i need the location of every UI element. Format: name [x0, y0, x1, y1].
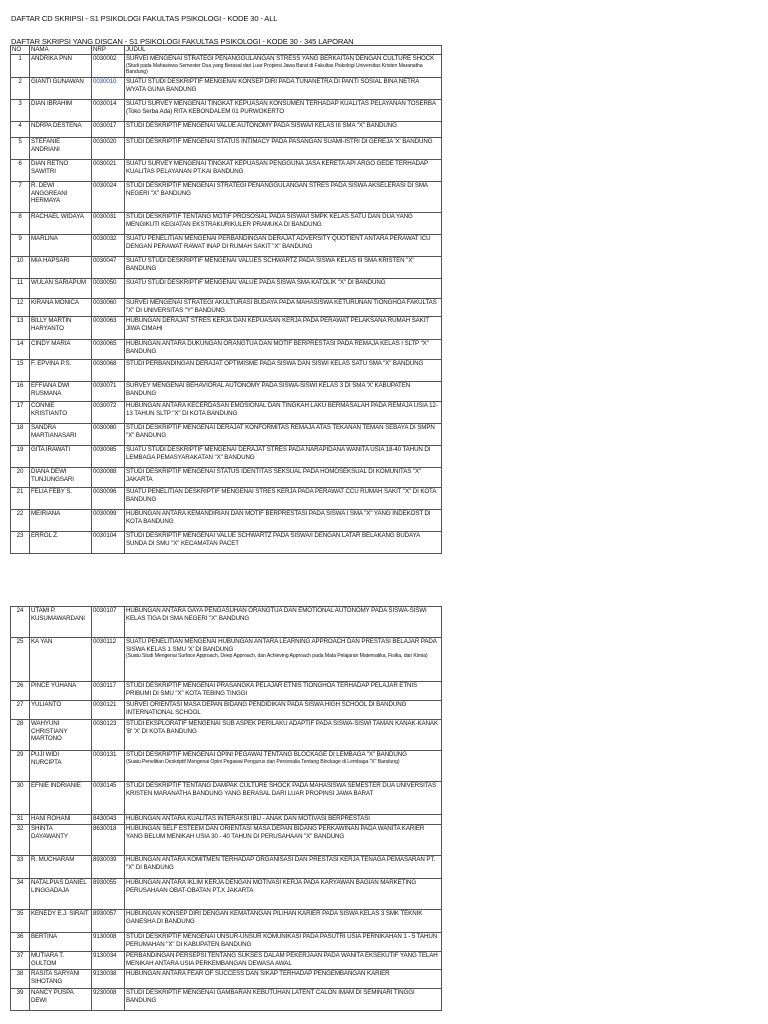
row-no: 5: [11, 138, 30, 160]
row-judul: STUDI DESKRIPTIF MENGENAI VALUE AUTONOMY PADA SISWA/I KELAS III SMA "X" BANDUNG: [125, 122, 442, 138]
row-nama: HANI ROHANI: [30, 815, 92, 825]
row-judul: STUDI DESKRIPTIF MENGENAI DERAJAT KONFORMITAS REMAJA ATAS TEKANAN TEMAN SEBAYA DI SMPN "X" BANDUNG: [125, 424, 442, 446]
table-row: [11, 952, 442, 970]
row-nama: FELIA FEBY S.: [30, 488, 92, 510]
row-nrp: 0030020: [92, 138, 125, 160]
table-row: [11, 100, 442, 122]
row-judul: HUBUNGAN ANTARA IKLIM KERJA DENGAN MOTIVASI KERJA PADA KARYAWAN BAGIAN MARKETING PERUSAHAAN OBAT-OBATAN PT.X JAKARTA: [125, 879, 442, 910]
table-row: [11, 160, 442, 182]
table-row: [11, 402, 442, 424]
header-judul: JUDUL: [125, 46, 442, 55]
title-text: SURVEI MENGENAI STRATEGI PENANGGULANGAN STRESS YANG BERKAITAN DENGAN CULTURE SHOCK: [126, 55, 435, 62]
row-nrp: 0030112: [92, 638, 125, 682]
row-no: 29: [11, 751, 30, 782]
thesis-table-page-2: [10, 606, 442, 1011]
row-judul: SUATU SURVEY MENGENAI TINGKAT KEPUASAN KONSUMEN TERHADAP KUALITAS PELAYANAN TOSERBA (Toko Serba Ada) RITA KEBONDALEM 01 PURWOKERTO: [125, 100, 442, 122]
row-no: 6: [11, 160, 30, 182]
row-nrp: 9130038: [92, 970, 125, 989]
row-nrp: 0030145: [92, 782, 125, 815]
row-judul: SURVEI MENGENAI STRATEGI AKULTURASI BUDAYA PADA MAHASISWA KETURUNAN TIONGHOA FAKULTAS "X" DI UNIVERSITAS "Y" BANDUNG: [125, 299, 442, 317]
row-judul: STUDI DESKRIPTIF MENGENAI VALUE SCHWARTZ PADA SISWA/I DENGAN LATAR BELAKANG BUDAYA SUNDA DI SMU "X" KECAMATAN PACET: [125, 532, 442, 554]
row-no: 20: [11, 468, 30, 488]
row-nama: MIA HAPSARI: [30, 257, 92, 279]
table-row: [11, 825, 442, 856]
row-nrp: 0030096: [92, 488, 125, 510]
row-no: 2: [11, 78, 30, 100]
table-row: [11, 213, 442, 235]
row-no: 7: [11, 182, 30, 213]
row-nama: R. DEWI ANGGREANI HERMAYA: [30, 182, 92, 213]
row-judul: SUATU STUDI DESKRIPTIF MENGENAI VALUES SCHWARTZ PADA SISWA KELAS III SMA KRISTEN "X" BANDUNG: [125, 257, 442, 279]
row-nama: CINDY MARIA: [30, 340, 92, 360]
row-no: 3: [11, 100, 30, 122]
row-judul: HUBUNGAN DERAJAT STRES KERJA DAN KEPUASAN KERJA PADA PERAWAT PELAKSANA RUMAH SAKIT JIWA CIMAHI: [125, 317, 442, 340]
thesis-table-page-1: [10, 45, 442, 554]
row-nrp: 0030047: [92, 257, 125, 279]
row-nrp: 0030088: [92, 468, 125, 488]
row-nrp-link[interactable]: 0030010: [92, 78, 125, 100]
row-no: 14: [11, 340, 30, 360]
row-nrp: 8930039: [92, 856, 125, 879]
row-nama: MUTIARA T. GULTOM: [30, 952, 92, 970]
row-judul: SUATU STUDI DESKRIPTIF MENGENAI VALUE PADA SISWA SMA KATOLIK "X" DI BANDUNG: [125, 279, 442, 299]
row-no: 25: [11, 638, 30, 682]
row-judul: PERBANDINGAN PERSEPSI TENTANG SUKSES DALAM PEKERJAAN PADA WANITA EKSEKUTIF YANG TELAH MENIKAH ANTARA USIA PERKEMBANGAN DEWASA AWAL: [125, 952, 442, 970]
row-no: 13: [11, 317, 30, 340]
row-nrp: 0030032: [92, 235, 125, 257]
row-nrp: 0030065: [92, 340, 125, 360]
table-row: [11, 933, 442, 952]
row-nrp: 0030024: [92, 182, 125, 213]
row-nrp: 0030071: [92, 382, 125, 402]
table-row: [11, 510, 442, 532]
row-nrp: 0030085: [92, 446, 125, 468]
table-row: [11, 682, 442, 701]
table-row: [11, 879, 442, 910]
row-nama: GITA IRAWATI: [30, 446, 92, 468]
row-judul: SUATU STUDI DESKRIPTIF MENGENAI KONSEP DIRI PADA TUNANETRA DI PANTI SOSIAL BINA NETRA WYATA GUNA BANDUNG: [125, 78, 442, 100]
row-judul: HUBUNGAN SELF ESTEEM DAN ORIENTASI MASA DEPAN BIDANG PERKAWINAN PADA WANITA KARIER YANG BELUM MENIKAH USIA 30 - 40 TAHUN DI PERUSAHAAN "X" BANDUNG: [125, 825, 442, 856]
row-nrp: 0030080: [92, 424, 125, 446]
table-row: [11, 122, 442, 138]
row-no: 31: [11, 815, 30, 825]
row-nama: YULIANTO: [30, 701, 92, 720]
row-nama: SHINTA DAYAWANTY: [30, 825, 92, 856]
row-nrp: 0030063: [92, 317, 125, 340]
row-no: 35: [11, 910, 30, 933]
table-row: [11, 257, 442, 279]
row-nama: KA YAN: [30, 638, 92, 682]
row-judul: STUDI DESKRIPTIF TENTANG DAMPAK CULTURE SHOCK PADA MAHASISWA SEMESTER DUA UNIVERSITAS KRISTEN MARANATHA BANDUNG YANG BERASAL DARI LUAR PROPINSI JAWA BARAT: [125, 782, 442, 815]
row-nrp: 0030121: [92, 701, 125, 720]
row-judul: SUATU SURVEY MENGENAI TINGKAT KEPUASAN PENGGUNA JASA KERETA API ARGO GEDE TERHADAP KUALITAS PELAYANAN PT.KAI BANDUNG: [125, 160, 442, 182]
row-no: 21: [11, 488, 30, 510]
row-judul: SURVEY MENGENAI BEHAVIORAL AUTONOMY PADA SISWA-SISWI KELAS 3 DI SMA 'X' KABUPATEN BANDUNG: [125, 382, 442, 402]
row-judul: STUDI DESKRIPTIF TENTANG MOTIF PROSOSIAL PADA SISWA/I SMPK KELAS SATU DAN DUA YANG MENGIKUTI KEGIATAN EKSTRAKURIKULER PRAMUKA DI BANDUNG: [125, 213, 442, 235]
row-judul: STUDI DESKRIPTIF MENGENAI GAMBARAN KEBUTUHAN LATENT CALON IMAM DI SEMINARI TINGGI BANDUNG: [125, 989, 442, 1011]
row-no: 38: [11, 970, 30, 989]
row-judul: HUBUNGAN ANTARA GAYA PENGASUHAN ORANGTUA DAN EMOTIONAL AUTONOMY PADA SISWA-SISWI KELAS TIGA DI SMA NEGERI "X" BANDUNG: [125, 607, 442, 638]
row-judul: [125, 751, 442, 782]
row-no: 16: [11, 382, 30, 402]
row-no: 9: [11, 235, 30, 257]
row-no: 34: [11, 879, 30, 910]
row-judul: [125, 638, 442, 682]
row-no: 4: [11, 122, 30, 138]
row-judul: HUBUNGAN ANTARA KECERDASAN EMOSIONAL DAN TINGKAH LAKU BERMASALAH PADA REMAJA USIA 12-13 TAHUN SLTP "X" DI KOTA BANDUNG: [125, 402, 442, 424]
row-no: 11: [11, 279, 30, 299]
row-judul: HUBUNGAN ANTARA KEMANDIRIAN DAN MOTIF BERPRESTASI PADA SISWA I SMA "X" YANG INDEKOST DI KOTA BANDUNG: [125, 510, 442, 532]
row-nama: STEFANIE ANDRIANI: [30, 138, 92, 160]
title-note: (Studi pada Mahasiswa Semester Dua yang Berasal dari Luar Propinsi Jawa Barat di Fakultas Psikologi Universitas Kristen Maranatha Bandung): [126, 62, 423, 75]
table-row: [11, 815, 442, 825]
row-nama: EFFIANA DWI RUSMANA: [30, 382, 92, 402]
row-no: 39: [11, 989, 30, 1011]
row-nrp: 0030131: [92, 751, 125, 782]
row-judul: STUDI DESKRIPTIF MENGENAI STATUS IDENTITAS SEKSUAL PADA HOMOSEKSUAL DI KOMUNITAS "X" JAKARTA: [125, 468, 442, 488]
table-row: [11, 360, 442, 382]
title-note: (Suatu Penelitian Deskriptif Mengenai Opini Pegawai Pengurus dan Personalia Tentang Blockage di Lembaga "X" Bandung): [126, 758, 400, 765]
document-title: DAFTAR CD SKRIPSI - S1 PSIKOLOGI FAKULTAS PSIKOLOGI - KODE 30 - ALL: [11, 14, 278, 23]
row-judul: STUDI DESKRIPTIF MENGENAI STATUS INTIMACY PADA PASANGAN SUAMI-ISTRI DI GEREJA 'X' BANDUNG: [125, 138, 442, 160]
table-row: [11, 910, 442, 933]
row-judul: SUATU STUDI DESKRIPTIF MENGENAI DERAJAT STRES PADA NARAPIDANA WANITA USIA 18-40 TAHUN DI LEMBAGA PEMASYARAKATAN "X" BANDUNG: [125, 446, 442, 468]
row-nrp: 8930055: [92, 879, 125, 910]
row-nrp: 0030123: [92, 720, 125, 751]
row-no: 24: [11, 607, 30, 638]
table-row: [11, 279, 442, 299]
row-no: 32: [11, 825, 30, 856]
row-nama: KIRANA MONICA: [30, 299, 92, 317]
row-nama: DIAN RETNO SAWITRI: [30, 160, 92, 182]
row-nrp: 0030104: [92, 532, 125, 554]
table-row: [11, 701, 442, 720]
table-row: [11, 638, 442, 682]
row-judul: HUBUNGAN ANTARA FEAR OF SUCCESS DAN SIKAP TERHADAP PENGEMBANGAN KARIER: [125, 970, 442, 989]
row-judul: HUBUNGAN ANTARA KUALITAS INTERAKSI IBU - ANAK DAN MOTIVASI BERPRESTASI: [125, 815, 442, 825]
row-nama: F. EPVINA P.S.: [30, 360, 92, 382]
table-row: [11, 970, 442, 989]
row-no: 37: [11, 952, 30, 970]
row-nama: GIANTI GUNAWAN: [30, 78, 92, 100]
row-nrp: 0030050: [92, 279, 125, 299]
row-nama: MEIRIANA: [30, 510, 92, 532]
table-row: [11, 468, 442, 488]
row-no: 36: [11, 933, 30, 952]
row-judul: HUBUNGAN ANTARA DUKUNGAN ORANGTUA DAN MOTIF BERPRESTASI PADA REMAJA KELAS I SLTP "X" BANDUNG: [125, 340, 442, 360]
row-nama: SANDRA MARTIANASARI: [30, 424, 92, 446]
row-nama: WULAN SARIAPUM: [30, 279, 92, 299]
row-nama: NDRPA DESTENA: [30, 122, 92, 138]
table-row: [11, 424, 442, 446]
table-row: [11, 299, 442, 317]
row-nama: UTAMI P. KUSUMAWARDANI: [30, 607, 92, 638]
table-row: [11, 446, 442, 468]
row-nrp: 0030017: [92, 122, 125, 138]
row-nama: ERROL Z.: [30, 532, 92, 554]
table-row: [11, 488, 442, 510]
header-no: NO: [11, 46, 30, 55]
row-nama: WAHYUNI CHRISTIANY MARTONO: [30, 720, 92, 751]
row-judul: STUDI DESKRIPTIF MENGENAI UNSUR-UNSUR KOMUNIKASI PADA PASUTRI USIA PERNIKAHAN 1 - 5 TAHUN PERUMAHAN "X" DI KABUPATEN BANDUNG: [125, 933, 442, 952]
table-row: [11, 55, 442, 78]
table-row: [11, 751, 442, 782]
row-nrp: 0030060: [92, 299, 125, 317]
row-nama: EFNIE INDRIANIE: [30, 782, 92, 815]
row-no: 10: [11, 257, 30, 279]
row-nama: KENEDY E.J. SIRAIT: [30, 910, 92, 933]
row-nama: R. MUCHARAM: [30, 856, 92, 879]
row-judul: HUBUNGAN ANTARA KOMITMEN TERHADAP ORGANISASI DAN PRESTASI KERJA TENAGA PEMASARAN PT. "X" DI BANDUNG: [125, 856, 442, 879]
row-nama: BILLY MARTIN HARYANTO: [30, 317, 92, 340]
row-no: 18: [11, 424, 30, 446]
row-no: 28: [11, 720, 30, 751]
row-nama: NATALPIAS DANIEL LINGGADAJA: [30, 879, 92, 910]
document-subtitle: DAFTAR SKRIPSI YANG DISCAN - S1 PSIKOLOGI FAKULTAS PSIKOLOGI - KODE 30 - 345 LAPORAN: [11, 37, 354, 46]
row-nrp: 9230008: [92, 989, 125, 1011]
row-nrp: 0030031: [92, 213, 125, 235]
table-row: [11, 235, 442, 257]
row-nrp: 8930057: [92, 910, 125, 933]
row-nama: ANDRIKA PNN: [30, 55, 92, 78]
row-judul: SURVEI ORIENTASI MASA DEPAN BIDANG PENDIDIKAN PADA SISWA HIGH SCHOOL DI BANDUNG INTERNATIONAL SCHOOL: [125, 701, 442, 720]
table-row: [11, 317, 442, 340]
table-row: [11, 607, 442, 638]
row-nrp: 0030068: [92, 360, 125, 382]
row-nrp: 0030002: [92, 55, 125, 78]
row-judul: STUDI EKSPLORATIF MENGENAI SUB ASPEK PERILAKU ADAPTIF PADA SISWA-SISWI TAMAN KANAK-KANAK 'B' 'X' DI KOTA BANDUNG: [125, 720, 442, 751]
table-row: [11, 989, 442, 1011]
row-judul: STUDI DESKRIPTIF MENGENAI PRASANGKA PELAJAR ETNIS TIONGHOA TERHADAP PELAJAR ETNIS PRIBUMI DI SMU "X" KOTA TEBING TINGGI: [125, 682, 442, 701]
row-nama: MARLINA: [30, 235, 92, 257]
row-no: 8: [11, 213, 30, 235]
row-nama: PUJI WIDI NURCIPTA: [30, 751, 92, 782]
row-nama: RASITA SARYANI SIHOTANG: [30, 970, 92, 989]
table-row: [11, 382, 442, 402]
row-judul: STUDI PERBANDINGAN DERAJAT OPTIMISME PADA SISWA DAN SISWI KELAS SATU SMA "X" BANDUNG: [125, 360, 442, 382]
table-header-row: [11, 46, 442, 55]
row-nama: DIAN IBRAHIM: [30, 100, 92, 122]
row-nrp: 0030099: [92, 510, 125, 532]
table-row: [11, 856, 442, 879]
row-nrp: 0030107: [92, 607, 125, 638]
row-no: 30: [11, 782, 30, 815]
row-judul: [125, 55, 442, 78]
row-no: 27: [11, 701, 30, 720]
title-text: STUDI DESKRIPTIF MENGENAI OPINI PEGAWAI TENTANG BLOCKAGE DI LEMBAGA "X" BANDUNG: [126, 751, 407, 758]
title-note: (Suatu Studi Mengenai Surface Approach, Deep Approach, dan Achieving Approach pada Mata Pelajaran Matematika, Fisika, dan Kimia): [126, 653, 428, 660]
row-judul: HUBUNGAN KONSEP DIRI DENGAN KEMATANGAN PILIHAN KARIER PADA SISWA KELAS 3 SMK TEKNIK GANESHA DI BANDUNG: [125, 910, 442, 933]
title-text: SUATU PENELITIAN MENGENAI HUBUNGAN ANTARA LEARNING APPROACH DAN PRESTASI BELAJAR PADA SISWA KELAS 1 SMU 'X' DI BANDUNG: [126, 638, 437, 653]
table-row: [11, 138, 442, 160]
row-nrp: 8430043: [92, 815, 125, 825]
row-nama: PINCE YUHANA: [30, 682, 92, 701]
row-nama: BERTINA: [30, 933, 92, 952]
row-nrp: 9130008: [92, 933, 125, 952]
row-judul: STUDI DESKRIPTIF MENGENAI STRATEGI PENANGGULANGAN STRES PADA SISWA AKSELERASI DI SMA NEGERI "X" BANDUNG: [125, 182, 442, 213]
row-no: 26: [11, 682, 30, 701]
row-judul: SUATU PENELITIAN MENGENAI PERBANDINGAN DERAJAT ADVERSITY QUOTIENT ANTARA PERAWAT ICU DENGAN PERAWAT RAWAT INAP DI RUMAH SAKIT "X" BANDUNG: [125, 235, 442, 257]
row-nrp: 0030021: [92, 160, 125, 182]
row-nrp: 0030014: [92, 100, 125, 122]
row-no: 22: [11, 510, 30, 532]
row-judul: SUATU PENELITIAN DESKRIPTIF MENGENAI STRES KERJA PADA PERAWAT CCU RUMAH SAKIT "X" DI KOTA BANDUNG: [125, 488, 442, 510]
row-nama: NANCY PUSPA DEWI: [30, 989, 92, 1011]
row-nrp: 9130034: [92, 952, 125, 970]
table-row: [11, 720, 442, 751]
row-no: 17: [11, 402, 30, 424]
row-nrp: 0030072: [92, 402, 125, 424]
row-nrp: 0030117: [92, 682, 125, 701]
header-nrp: NRP: [92, 46, 125, 55]
row-no: 19: [11, 446, 30, 468]
row-nama: DIANA DEWI TUNJUNGSARI: [30, 468, 92, 488]
table-row: [11, 182, 442, 213]
table-row: [11, 78, 442, 100]
row-no: 1: [11, 55, 30, 78]
row-nrp: 8630018: [92, 825, 125, 856]
row-nama: CONNIE KRISTIANTO: [30, 402, 92, 424]
row-no: 33: [11, 856, 30, 879]
row-nama: RACHAEL WIDAYA: [30, 213, 92, 235]
row-no: 23: [11, 532, 30, 554]
table-row: [11, 782, 442, 815]
table-row: [11, 340, 442, 360]
header-nama: NAMA: [30, 46, 92, 55]
row-no: 15: [11, 360, 30, 382]
table-row: [11, 532, 442, 554]
row-no: 12: [11, 299, 30, 317]
